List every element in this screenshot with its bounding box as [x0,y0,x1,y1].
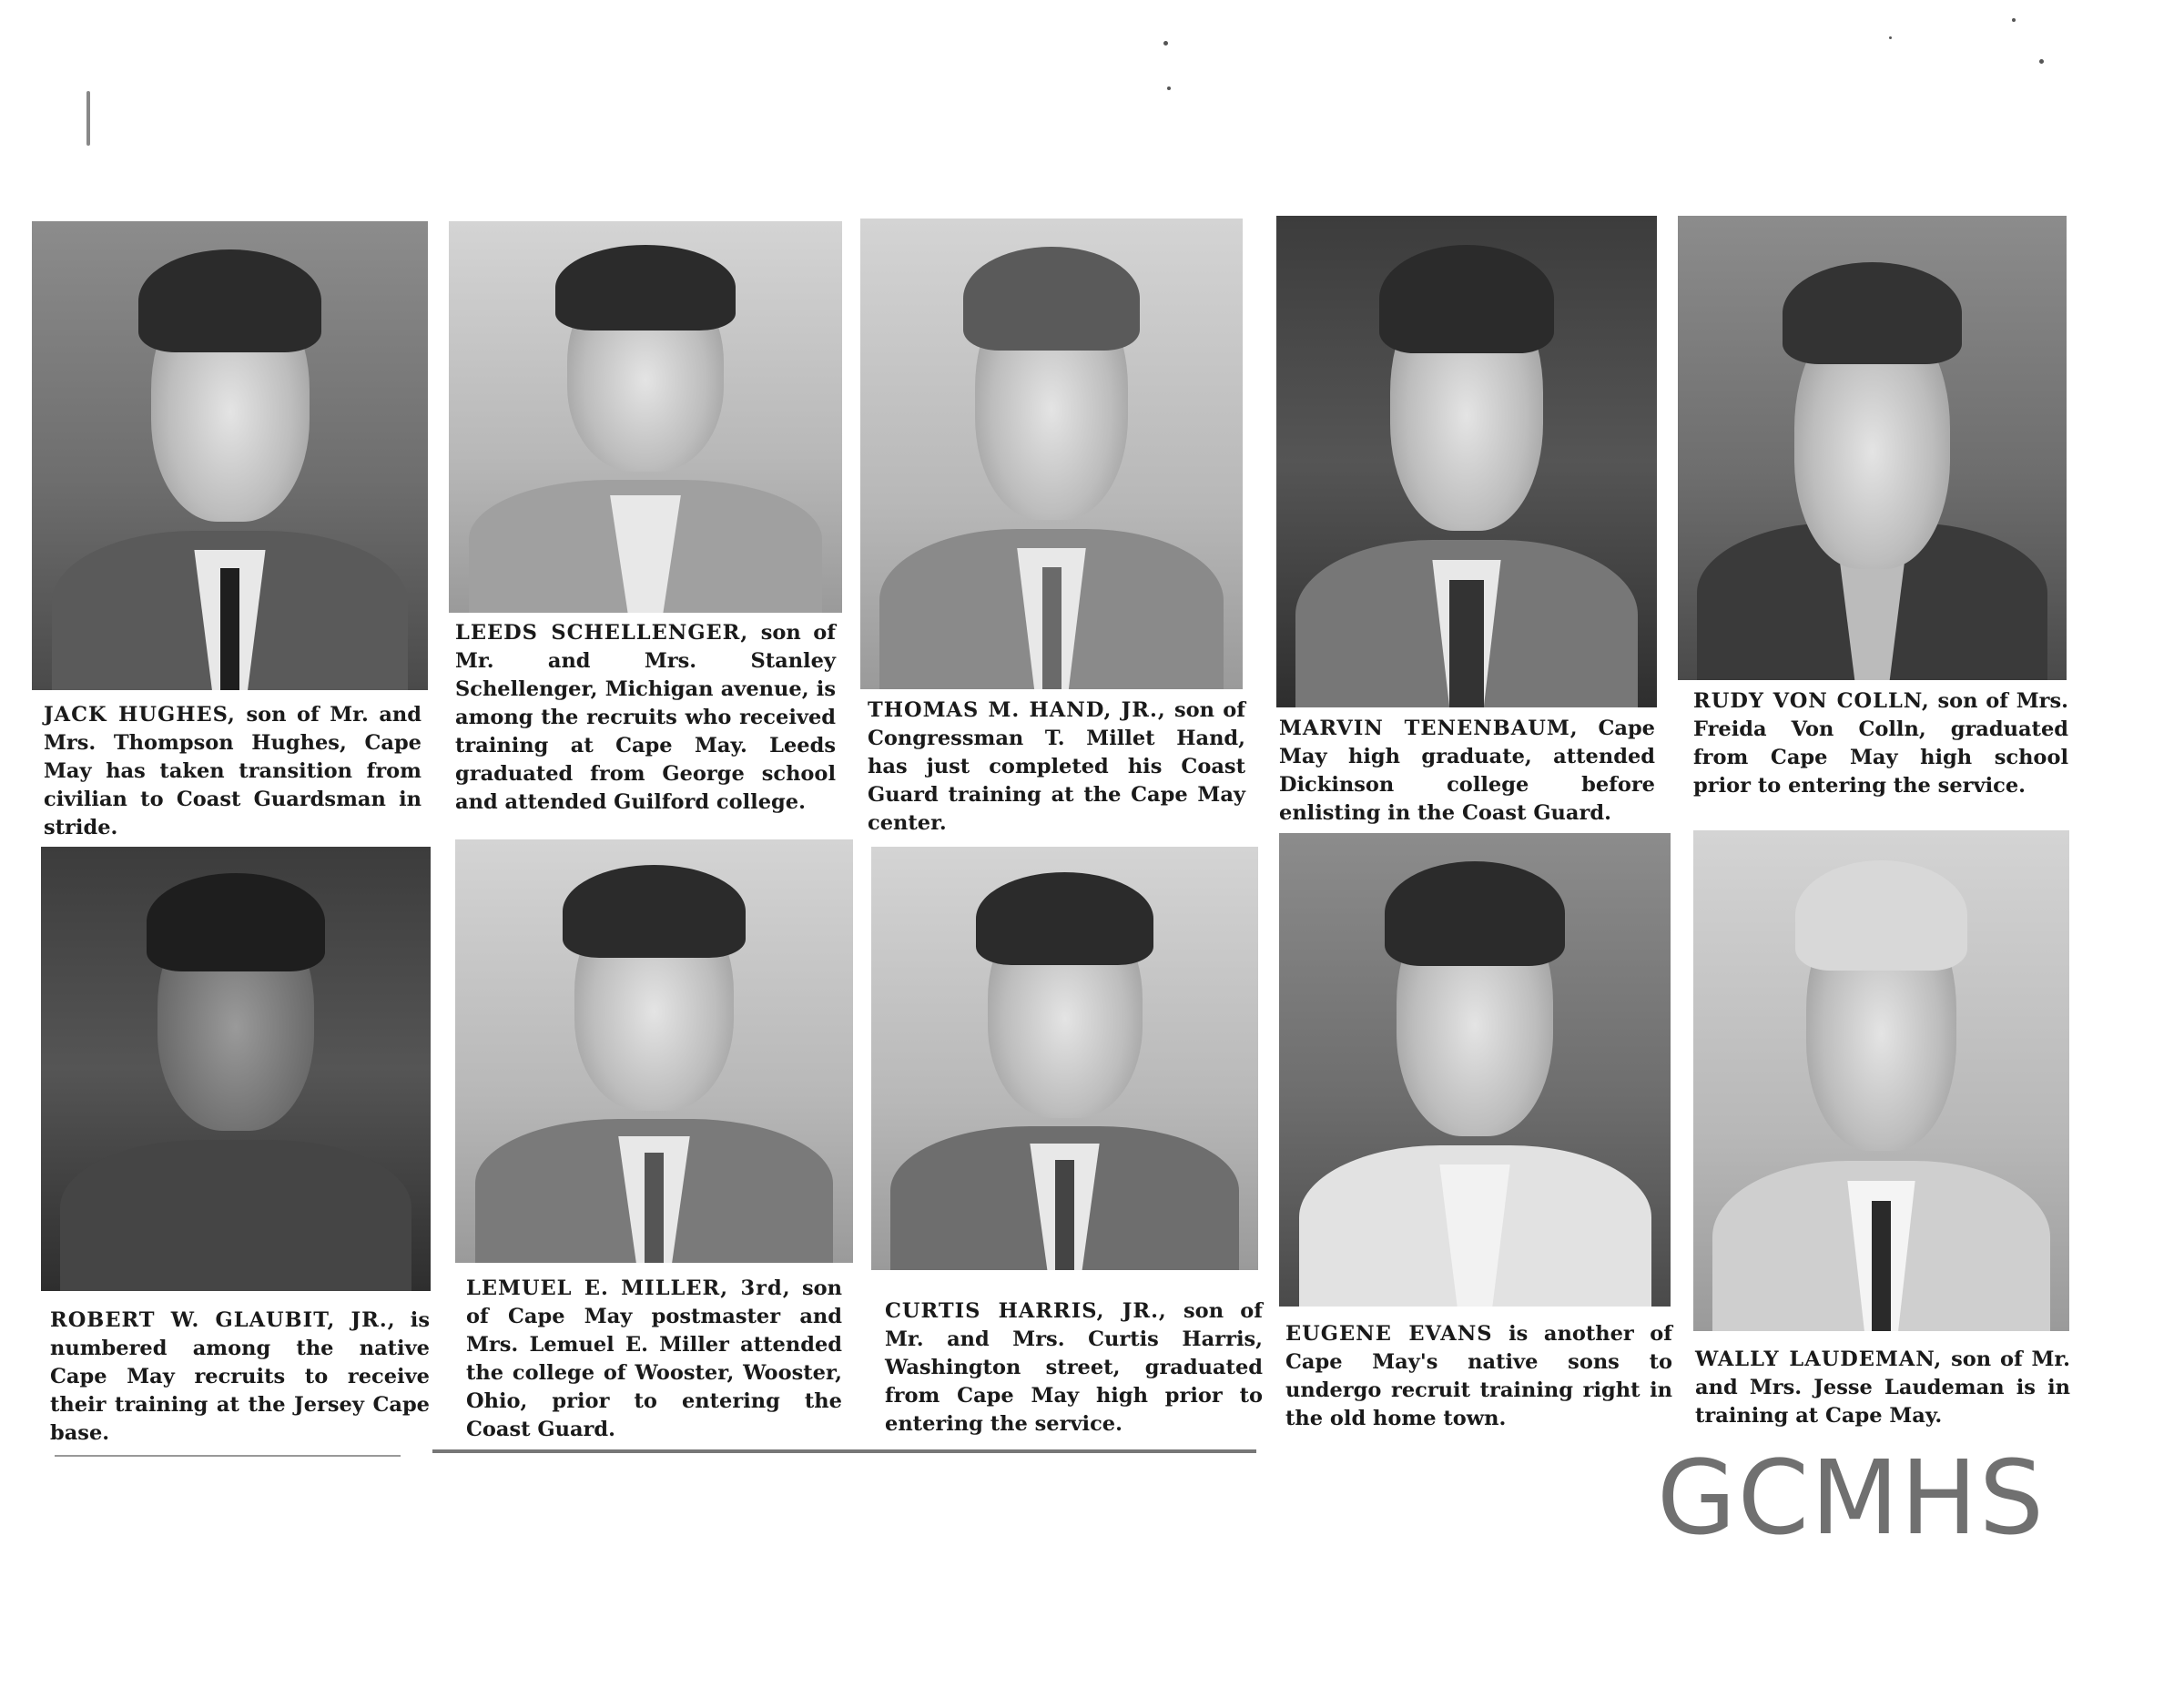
scan-speck [86,91,90,146]
caption-text: son of Congressman T. Millet Hand, has just completed his Coast Guard training at the Cape May center. [868,698,1245,835]
scan-speck [1167,86,1171,90]
caption-text: son of Mr. and Mrs. Thompson Hughes, Cape May has taken transition from civilian to Coast Guardsman in stride. [44,703,422,839]
caption-jack-hughes [44,701,422,842]
caption-text: Cape May high graduate, attended Dickinson college before enlisting in the Coast Guard. [1279,717,1655,825]
portrait-photo-rudy-von-colln [1678,216,2067,680]
caption-name: CURTIS HARRIS, JR., [885,1299,1167,1323]
watermark: GCMHS [1657,1439,2046,1558]
caption-lemuel-miller [466,1275,842,1444]
portrait-photo-marvin-tenenbaum [1276,216,1657,707]
caption-text: son of Mr. and Mrs. Curtis Harris, Washington street, graduated from Cape May high prior to entering the service. [885,1299,1263,1436]
caption-name: THOMAS M. HAND, JR., [868,698,1166,722]
caption-name: WALLY LAUDEMAN, [1695,1347,1943,1371]
portrait-photo-thomas-hand [860,219,1243,689]
portrait-photo-robert-glaubit [41,847,431,1291]
portrait-photo-leeds-schellenger [449,221,842,613]
scan-speck [2012,18,2016,22]
scan-speck [2039,59,2044,64]
portrait-photo-eugene-evans [1279,833,1671,1307]
caption-text: son of Cape May postmaster and Mrs. Lemuel E. Miller attended the college of Wooster, Wooster, Ohio, prior to entering the Coast Guard. [466,1276,842,1441]
caption-name: JACK HUGHES, [44,703,236,727]
portrait-photo-jack-hughes [32,221,428,690]
caption-name: EUGENE EVANS [1285,1322,1493,1346]
caption-name: LEMUEL E. MILLER, 3rd, [466,1276,791,1300]
portrait-photo-curtis-harris [871,847,1258,1270]
caption-curtis-harris [885,1297,1263,1439]
caption-text: son of Mr. and Mrs. Jesse Laudeman is in training at Cape May. [1695,1347,2070,1428]
scan-speck [1163,41,1168,46]
caption-text: is another of Cape May's native sons to undergo recruit training right in the old home town. [1285,1322,1672,1430]
portrait-photo-lemuel-miller [455,839,853,1263]
caption-wally-laudeman [1695,1346,2070,1430]
caption-marvin-tenenbaum [1279,715,1655,828]
caption-name: MARVIN TENENBAUM, [1279,717,1579,740]
caption-name: ROBERT W. GLAUBIT, JR., [50,1308,396,1332]
caption-robert-glaubit [50,1307,430,1448]
caption-text: is numbered among the native Cape May recruits to receive their training at the Jersey Cape base. [50,1308,430,1445]
torn-edge [432,1449,1256,1453]
caption-name: LEEDS SCHELLENGER, [455,621,749,645]
caption-rudy-von-colln [1693,687,2068,800]
torn-edge [55,1455,401,1457]
caption-thomas-hand [868,697,1245,838]
scan-speck [1889,36,1892,39]
caption-name: RUDY VON COLLN, [1693,689,1930,713]
portrait-photo-wally-laudeman [1693,830,2069,1331]
caption-text: son of Mrs. Freida Von Colln, graduated from Cape May high school prior to entering the service. [1693,689,2068,798]
caption-text: son of Mr. and Mrs. Stanley Schellenger, Michigan avenue, is among the recruits who received training at Cape May. Leeds graduated from George school and attended Guilford college. [455,621,836,814]
caption-eugene-evans [1285,1320,1672,1433]
caption-leeds-schellenger [455,619,836,817]
